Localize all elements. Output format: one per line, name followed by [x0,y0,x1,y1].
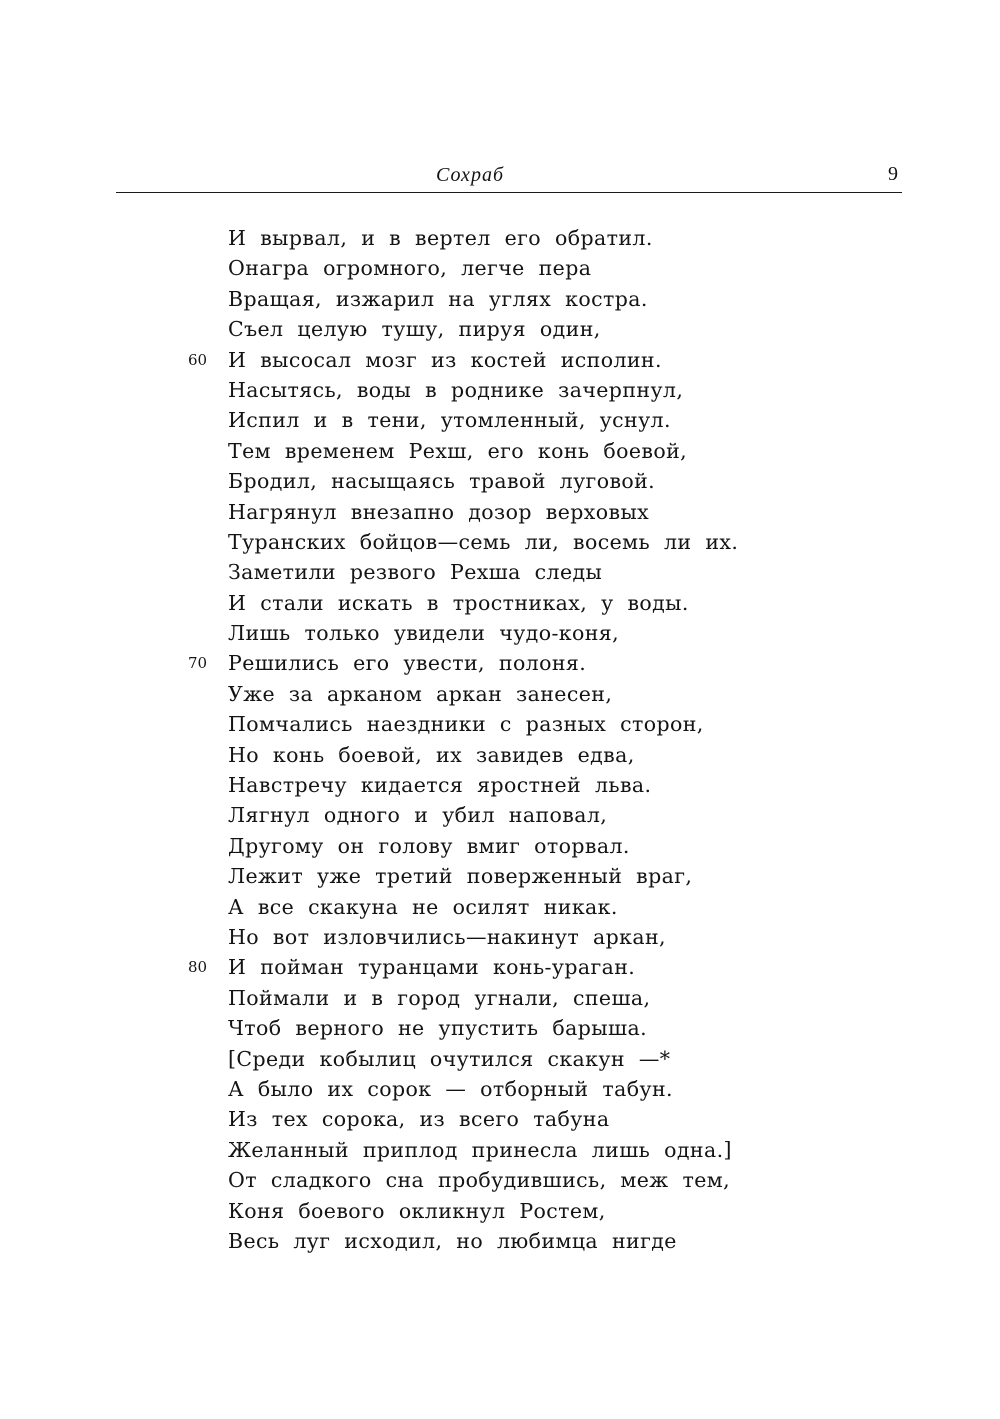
verse-line-text: Испил и в тени, утомленный, уснул. [228,408,671,433]
verse-line-text: Онагра огромного, легче пера [228,256,592,281]
verse-line [0,497,1000,527]
verse-line-text: Другому он голову вмиг оторвал. [228,833,630,858]
verse-line [0,1104,1000,1134]
verse-line [0,375,1000,405]
verse-line [0,1226,1000,1256]
verse-line-text: Коня боевого окликнул Ростем, [228,1198,606,1223]
verse-line [0,861,1000,891]
verse-line-text: Лягнул одного и убил наповал, [228,803,608,828]
verse-line [0,405,1000,435]
verse-line-text: Лишь только увидели чудо-коня, [228,621,620,646]
verse-line-text: Желанный приплод принесла лишь одна.] [228,1137,732,1162]
verse-line [0,1165,1000,1195]
verse-line-text: Уже за арканом аркан занесен, [228,681,613,706]
verse-line [0,648,1000,678]
verse-line-text: А было их сорок — отборный табун. [228,1076,673,1101]
verse-line-text: Решились его увести, полоня. [228,651,587,676]
verse-line [0,436,1000,466]
verse-line-text: Тем временем Рехш, его конь боевой, [228,438,688,463]
verse-line [0,709,1000,739]
verse-line-text: Но конь боевой, их завидев едва, [228,742,635,767]
page-number: 9 [888,163,898,185]
verse-line [0,1013,1000,1043]
verse-line [0,1135,1000,1165]
running-title: Сохраб [435,164,504,186]
verse-line [0,527,1000,557]
verse-line-text: И вырвал, и в вертел его обратил. [228,226,653,250]
verse-line [0,740,1000,770]
verse-line [0,284,1000,314]
verse-line [0,892,1000,922]
verse-line-text: И высосал мозг из костей исполин. [228,347,662,372]
verse-line [0,253,1000,283]
verse-line [0,831,1000,861]
verse-line [0,800,1000,830]
verse-line-text: Весь луг исходил, но любимца нигде [228,1228,677,1253]
verse-line [0,983,1000,1013]
verse-line [0,1196,1000,1226]
verse-line-text: От сладкого сна пробудившись, меж тем, [228,1168,730,1193]
verse-line-text: Заметили резвого Рехша следы [228,560,603,585]
verse-line-text: Помчались наездники с разных сторон, [228,712,704,737]
verse-line-text: Вращая, изжарил на углях костра. [228,286,648,311]
verse-line [0,466,1000,496]
verse-line-text: Съел целую тушу, пируя один, [228,317,601,342]
verse-line [0,618,1000,648]
line-number: 80 [188,958,208,977]
running-head [0,160,1000,190]
verse-line-text: А все скакуна не осилят никак. [228,894,618,919]
verse-line-text: И стали искать в тростниках, у воды. [228,590,689,615]
verse-line [0,922,1000,952]
verse-line-text: Поймали и в город угнали, спеша, [228,985,651,1010]
verse-line-text: Туранских бойцов—семь ли, восемь ли их. [228,529,739,554]
verse-line-text: Насытясь, воды в роднике зачерпнул, [228,377,684,402]
verse-line [0,557,1000,587]
line-number: 60 [188,350,208,369]
verse-line [0,314,1000,344]
verse-line [0,952,1000,982]
line-number: 70 [188,654,208,673]
verse-line-text: Навстречу кидается яростней льва. [228,773,652,798]
verse-line [0,223,1000,253]
verse-line-text: [Среди кобылиц очутился скакун —* [228,1046,671,1071]
verse-line-text: Нагрянул внезапно дозор верховых [228,499,650,524]
verse-line [0,1044,1000,1074]
verse-body [0,223,1000,1256]
verse-line-text: Бродил, насыщаясь травой луговой. [228,469,656,494]
header-rule [116,192,902,193]
verse-line-text: Но вот изловчились—накинут аркан, [228,924,666,949]
verse-line [0,1074,1000,1104]
verse-line-text: Лежит уже третий поверженный враг, [228,864,693,889]
verse-line [0,770,1000,800]
verse-line-text: Из тех сорока, из всего табуна [228,1107,610,1132]
verse-line-text: Чтоб верного не упустить барыша. [228,1016,647,1041]
verse-line [0,345,1000,375]
verse-line [0,679,1000,709]
verse-line-text: И пойман туранцами конь-ураган. [228,955,636,980]
verse-line [0,588,1000,618]
